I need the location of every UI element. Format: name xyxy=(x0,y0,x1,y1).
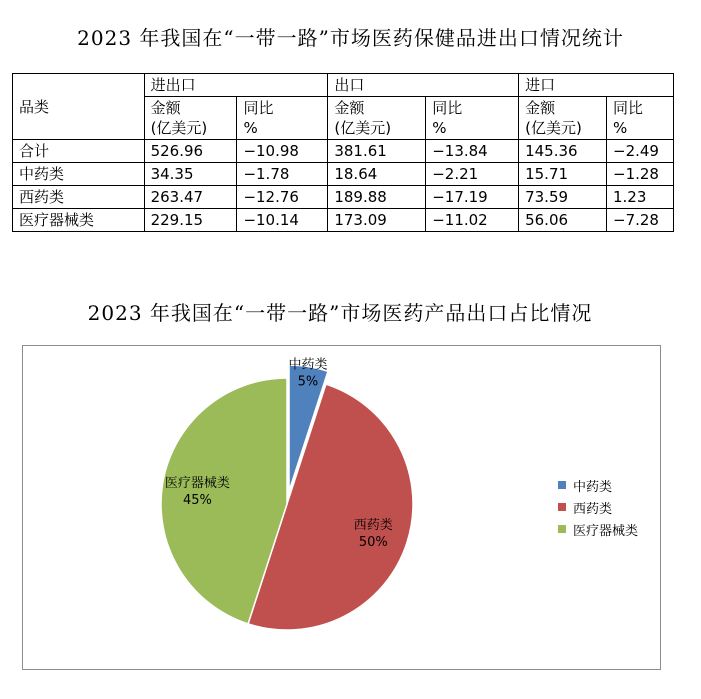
group-header-export: 出口 xyxy=(328,74,519,97)
table-cell: −12.76 xyxy=(237,186,328,209)
table-cell: −7.28 xyxy=(607,209,674,232)
chart-title: 2023 年我国在“一带一路”市场医药产品出口占比情况 xyxy=(87,301,593,325)
table-cell: 34.35 xyxy=(144,163,237,186)
table-cell: −1.28 xyxy=(607,163,674,186)
table-cell: −17.19 xyxy=(426,186,519,209)
amount-header: 金额 (亿美元) xyxy=(144,97,237,140)
slice-percent-label: 50% xyxy=(358,535,388,551)
table-row xyxy=(13,140,674,163)
table-row xyxy=(13,186,674,209)
table-cell: 173.09 xyxy=(328,209,426,232)
slice-name-label: 中药类 xyxy=(288,357,328,373)
table-title: 2023 年我国在“一带一路”市场医药保健品进出口情况统计 xyxy=(77,26,624,50)
table-cell: −2.21 xyxy=(426,163,519,186)
row-label: 西药类 xyxy=(13,186,145,209)
chart-legend xyxy=(558,474,638,540)
legend-label: 中药类 xyxy=(573,479,613,495)
row-label: 合计 xyxy=(13,140,145,163)
table-row xyxy=(13,163,674,186)
table-row xyxy=(13,209,674,232)
slice-percent-label: 5% xyxy=(297,374,319,390)
table-header-row xyxy=(13,74,674,97)
table-cell: −11.02 xyxy=(426,209,519,232)
legend-swatch xyxy=(558,503,566,511)
group-header-import: 进口 xyxy=(519,74,674,97)
table-cell: −10.98 xyxy=(237,140,328,163)
stats-table xyxy=(12,73,674,232)
table-cell: 56.06 xyxy=(519,209,607,232)
yoy-header: 同比 % xyxy=(237,97,328,140)
amount-header: 金额 (亿美元) xyxy=(519,97,607,140)
legend-label: 西药类 xyxy=(573,501,613,517)
legend-swatch xyxy=(558,525,566,533)
yoy-header: 同比 % xyxy=(426,97,519,140)
legend-item-medical-devices xyxy=(558,518,638,540)
pie-chart xyxy=(22,345,661,670)
table-cell: −10.14 xyxy=(237,209,328,232)
slice-name-label: 医疗器械类 xyxy=(164,475,230,491)
table-cell: −2.49 xyxy=(607,140,674,163)
amount-header: 金额 (亿美元) xyxy=(328,97,426,140)
row-label: 中药类 xyxy=(13,163,145,186)
slice-percent-label: 45% xyxy=(182,492,212,508)
table-cell: −13.84 xyxy=(426,140,519,163)
table-cell: 263.47 xyxy=(144,186,237,209)
slice-name-label: 西药类 xyxy=(353,518,393,534)
table-cell: 145.36 xyxy=(519,140,607,163)
table-cell: 1.23 xyxy=(607,186,674,209)
table-cell: 381.61 xyxy=(328,140,426,163)
legend-item-western-medicine xyxy=(558,496,638,518)
table-cell: 15.71 xyxy=(519,163,607,186)
legend-item-tcm xyxy=(558,474,638,496)
table-cell: −1.78 xyxy=(237,163,328,186)
legend-swatch xyxy=(558,481,566,489)
table-cell: 73.59 xyxy=(519,186,607,209)
table-cell: 526.96 xyxy=(144,140,237,163)
legend-label: 医疗器械类 xyxy=(573,523,639,539)
table-cell: 18.64 xyxy=(328,163,426,186)
table-cell: 229.15 xyxy=(144,209,237,232)
group-header-total: 进出口 xyxy=(144,74,328,97)
yoy-header: 同比 % xyxy=(607,97,674,140)
table-cell: 189.88 xyxy=(328,186,426,209)
item-header: 品类 xyxy=(13,74,145,140)
row-label: 医疗器械类 xyxy=(13,209,145,232)
